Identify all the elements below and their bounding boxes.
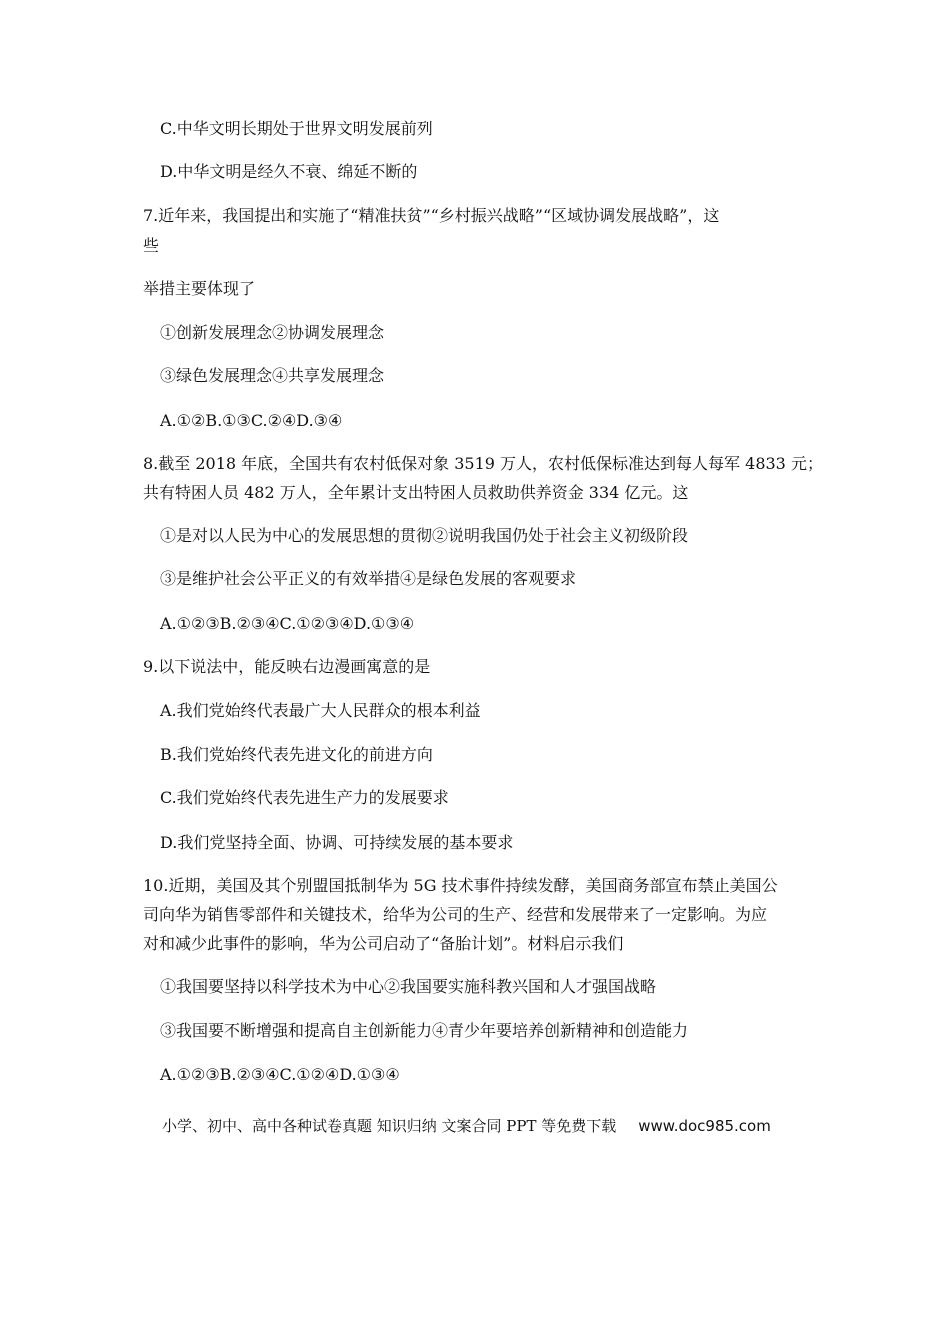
q8-stem-line-1: 8.截至 2018 年底，全国共有农村低保对象 3519 万人，农村低保标准达到每人每军 4833 元； bbox=[143, 454, 823, 473]
q9-option-c: C.我们党始终代表先进生产力的发展要求 bbox=[160, 788, 449, 807]
q10-statements-2: ③我国要不断增强和提高自主创新能力④青少年要培养创新精神和创造能力 bbox=[160, 1021, 689, 1040]
q8-stem-line-2: 共有特困人员 482 万人，全年累计支出特困人员救助供养资金 334 亿元。这 bbox=[143, 483, 689, 502]
page-footer bbox=[162, 1114, 771, 1138]
q7-stem-line-2: 些 bbox=[143, 236, 160, 255]
q7-options: A.①②B.①③C.②④D.③④ bbox=[160, 411, 343, 430]
q6-option-c: C.中华文明长期处于世界文明发展前列 bbox=[160, 119, 433, 138]
q7-stem-line-3: 举措主要体现了 bbox=[143, 279, 256, 298]
q7-statements-1: ①创新发展理念②协调发展理念 bbox=[160, 323, 385, 342]
q9-option-d: D.我们党坚持全面、协调、可持续发展的基本要求 bbox=[160, 833, 514, 852]
q8-statements-1: ①是对以人民为中心的发展思想的贯彻②说明我国仍处于社会主义初级阶段 bbox=[160, 526, 689, 545]
footer-text: 小学、初中、高中各种试卷真题 知识归纳 文案合同 PPT 等免费下载 bbox=[162, 1117, 617, 1135]
q9-option-b: B.我们党始终代表先进文化的前进方向 bbox=[160, 745, 433, 764]
q7-statements-2: ③绿色发展理念④共享发展理念 bbox=[160, 366, 385, 385]
q9-option-a: A.我们党始终代表最广大人民群众的根本利益 bbox=[160, 701, 481, 720]
q8-options: A.①②③B.②③④C.①②③④D.①③④ bbox=[160, 614, 415, 633]
q6-option-d: D.中华文明是经久不衰、绵延不断的 bbox=[160, 162, 418, 181]
footer-url[interactable]: www.doc985.com bbox=[638, 1117, 771, 1135]
q10-statements-1: ①我国要坚持以科学技术为中心②我国要实施科教兴国和人才强国战略 bbox=[160, 977, 657, 996]
q10-options: A.①②③B.②③④C.①②④D.①③④ bbox=[160, 1065, 400, 1084]
q10-stem-line-1: 10.近期，美国及其个别盟国抵制华为 5G 技术事件持续发酵，美国商务部宣布禁止美国公 bbox=[143, 876, 778, 895]
q10-stem-line-3: 对和减少此事件的影响，华为公司启动了“备胎计划”。材料启示我们 bbox=[143, 934, 624, 953]
q7-stem-line-1: 7.近年来，我国提出和实施了“精准扶贫”“乡村振兴战略”“区域协调发展战略”，这 bbox=[143, 206, 720, 225]
q9-stem: 9.以下说法中，能反映右边漫画寓意的是 bbox=[143, 657, 431, 676]
q8-statements-2: ③是维护社会公平正义的有效举措④是绿色发展的客观要求 bbox=[160, 569, 577, 588]
q10-stem-line-2: 司向华为销售零部件和关键技术，给华为公司的生产、经营和发展带来了一定影响。为应 bbox=[143, 905, 768, 924]
